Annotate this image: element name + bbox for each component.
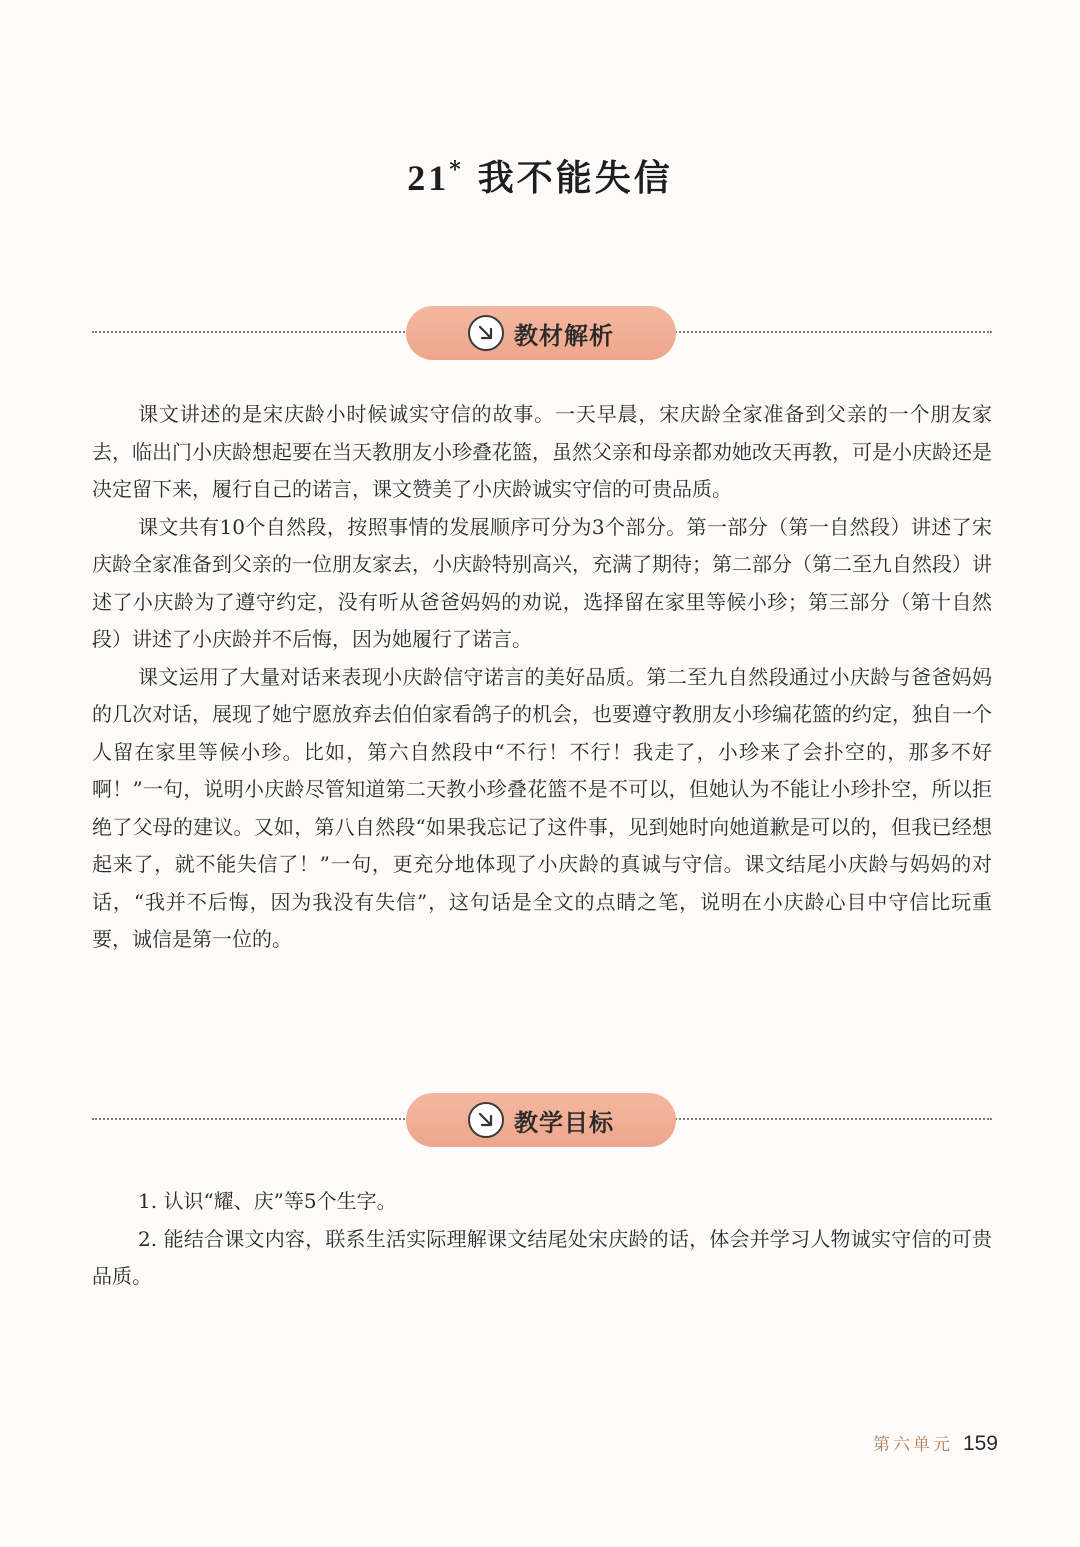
- section-body-textbook-analysis: [92, 396, 992, 959]
- lesson-title-text: 我不能失信: [477, 157, 673, 199]
- paragraph: 课文讲述的是宋庆龄小时候诚实守信的故事。一天早晨，宋庆龄全家准备到父亲的一个朋友家去，临出门小庆龄想起要在当天教朋友小珍叠花篮，虽然父亲和母亲都劝她改天再教，可是小庆龄还是决定留下来，履行自己的诺言，课文赞美了小庆龄诚实守信的可贵品质。: [92, 402, 992, 501]
- page-number: 159: [962, 1432, 998, 1455]
- section-body-teaching-goals: [92, 1183, 992, 1296]
- paragraph: 课文运用了大量对话来表现小庆龄信守诺言的美好品质。第二至九自然段通过小庆龄与爸爸妈妈的几次对话，展现了她宁愿放弃去伯伯家看鸽子的机会，也要遵守教朋友小珍编花篮的约定，独自一个人留在家里等候小珍。比如，第六自然段中“不行！不行！我走了，小珍来了会扑空的，那多不好啊！”一句，说明小庆龄尽管知道第二天教小珍叠花篮不是不可以，但她认为不能让小珍扑空，所以拒绝了父母的建议。又如，第八自然段“如果我忘记了这件事，见到她时向她道歉是可以的，但我已经想起来了，就不能失信了！”一句，更充分地体现了小庆龄的真诚与守信。课文结尾小庆龄与妈妈的对话，“我并不后悔，因为我没有失信”，这句话是全文的点睛之笔，说明在小庆龄心目中守信比玩重要，诚信是第一位的。: [92, 664, 992, 951]
- lesson-title: [0, 150, 1080, 201]
- lesson-number: 21: [407, 158, 450, 198]
- unit-label: 第六单元: [872, 1435, 953, 1455]
- page-footer: [873, 1430, 998, 1456]
- section-pill: [406, 1093, 676, 1147]
- section-title: 教材解析: [514, 321, 614, 350]
- list-item: 2. 能结合课文内容，联系生活实际理解课文结尾处宋庆龄的话，体会并学习人物诚实守信的可贵品质。: [92, 1226, 992, 1288]
- arrow-down-right-icon: [468, 1102, 504, 1138]
- section-title: 教学目标: [514, 1108, 614, 1137]
- section-pill: [406, 306, 676, 360]
- section-header-teaching-goals: [92, 1093, 992, 1147]
- section-header-textbook-analysis: [92, 306, 992, 360]
- paragraph: 课文共有10个自然段，按照事情的发展顺序可分为3个部分。第一部分（第一自然段）讲述了宋庆龄全家准备到父亲的一位朋友家去，小庆龄特别高兴，充满了期待；第二部分（第二至九自然段）讲述了小庆龄为了遵守约定，没有听从爸爸妈妈的劝说，选择留在家里等候小珍；第三部分（第十自然段）讲述了小庆龄并不后悔，因为她履行了诺言。: [92, 514, 992, 651]
- list-item: 1. 认识“耀、庆”等5个生字。: [138, 1189, 397, 1213]
- optional-lesson-marker: *: [449, 157, 464, 183]
- arrow-down-right-icon: [468, 315, 504, 351]
